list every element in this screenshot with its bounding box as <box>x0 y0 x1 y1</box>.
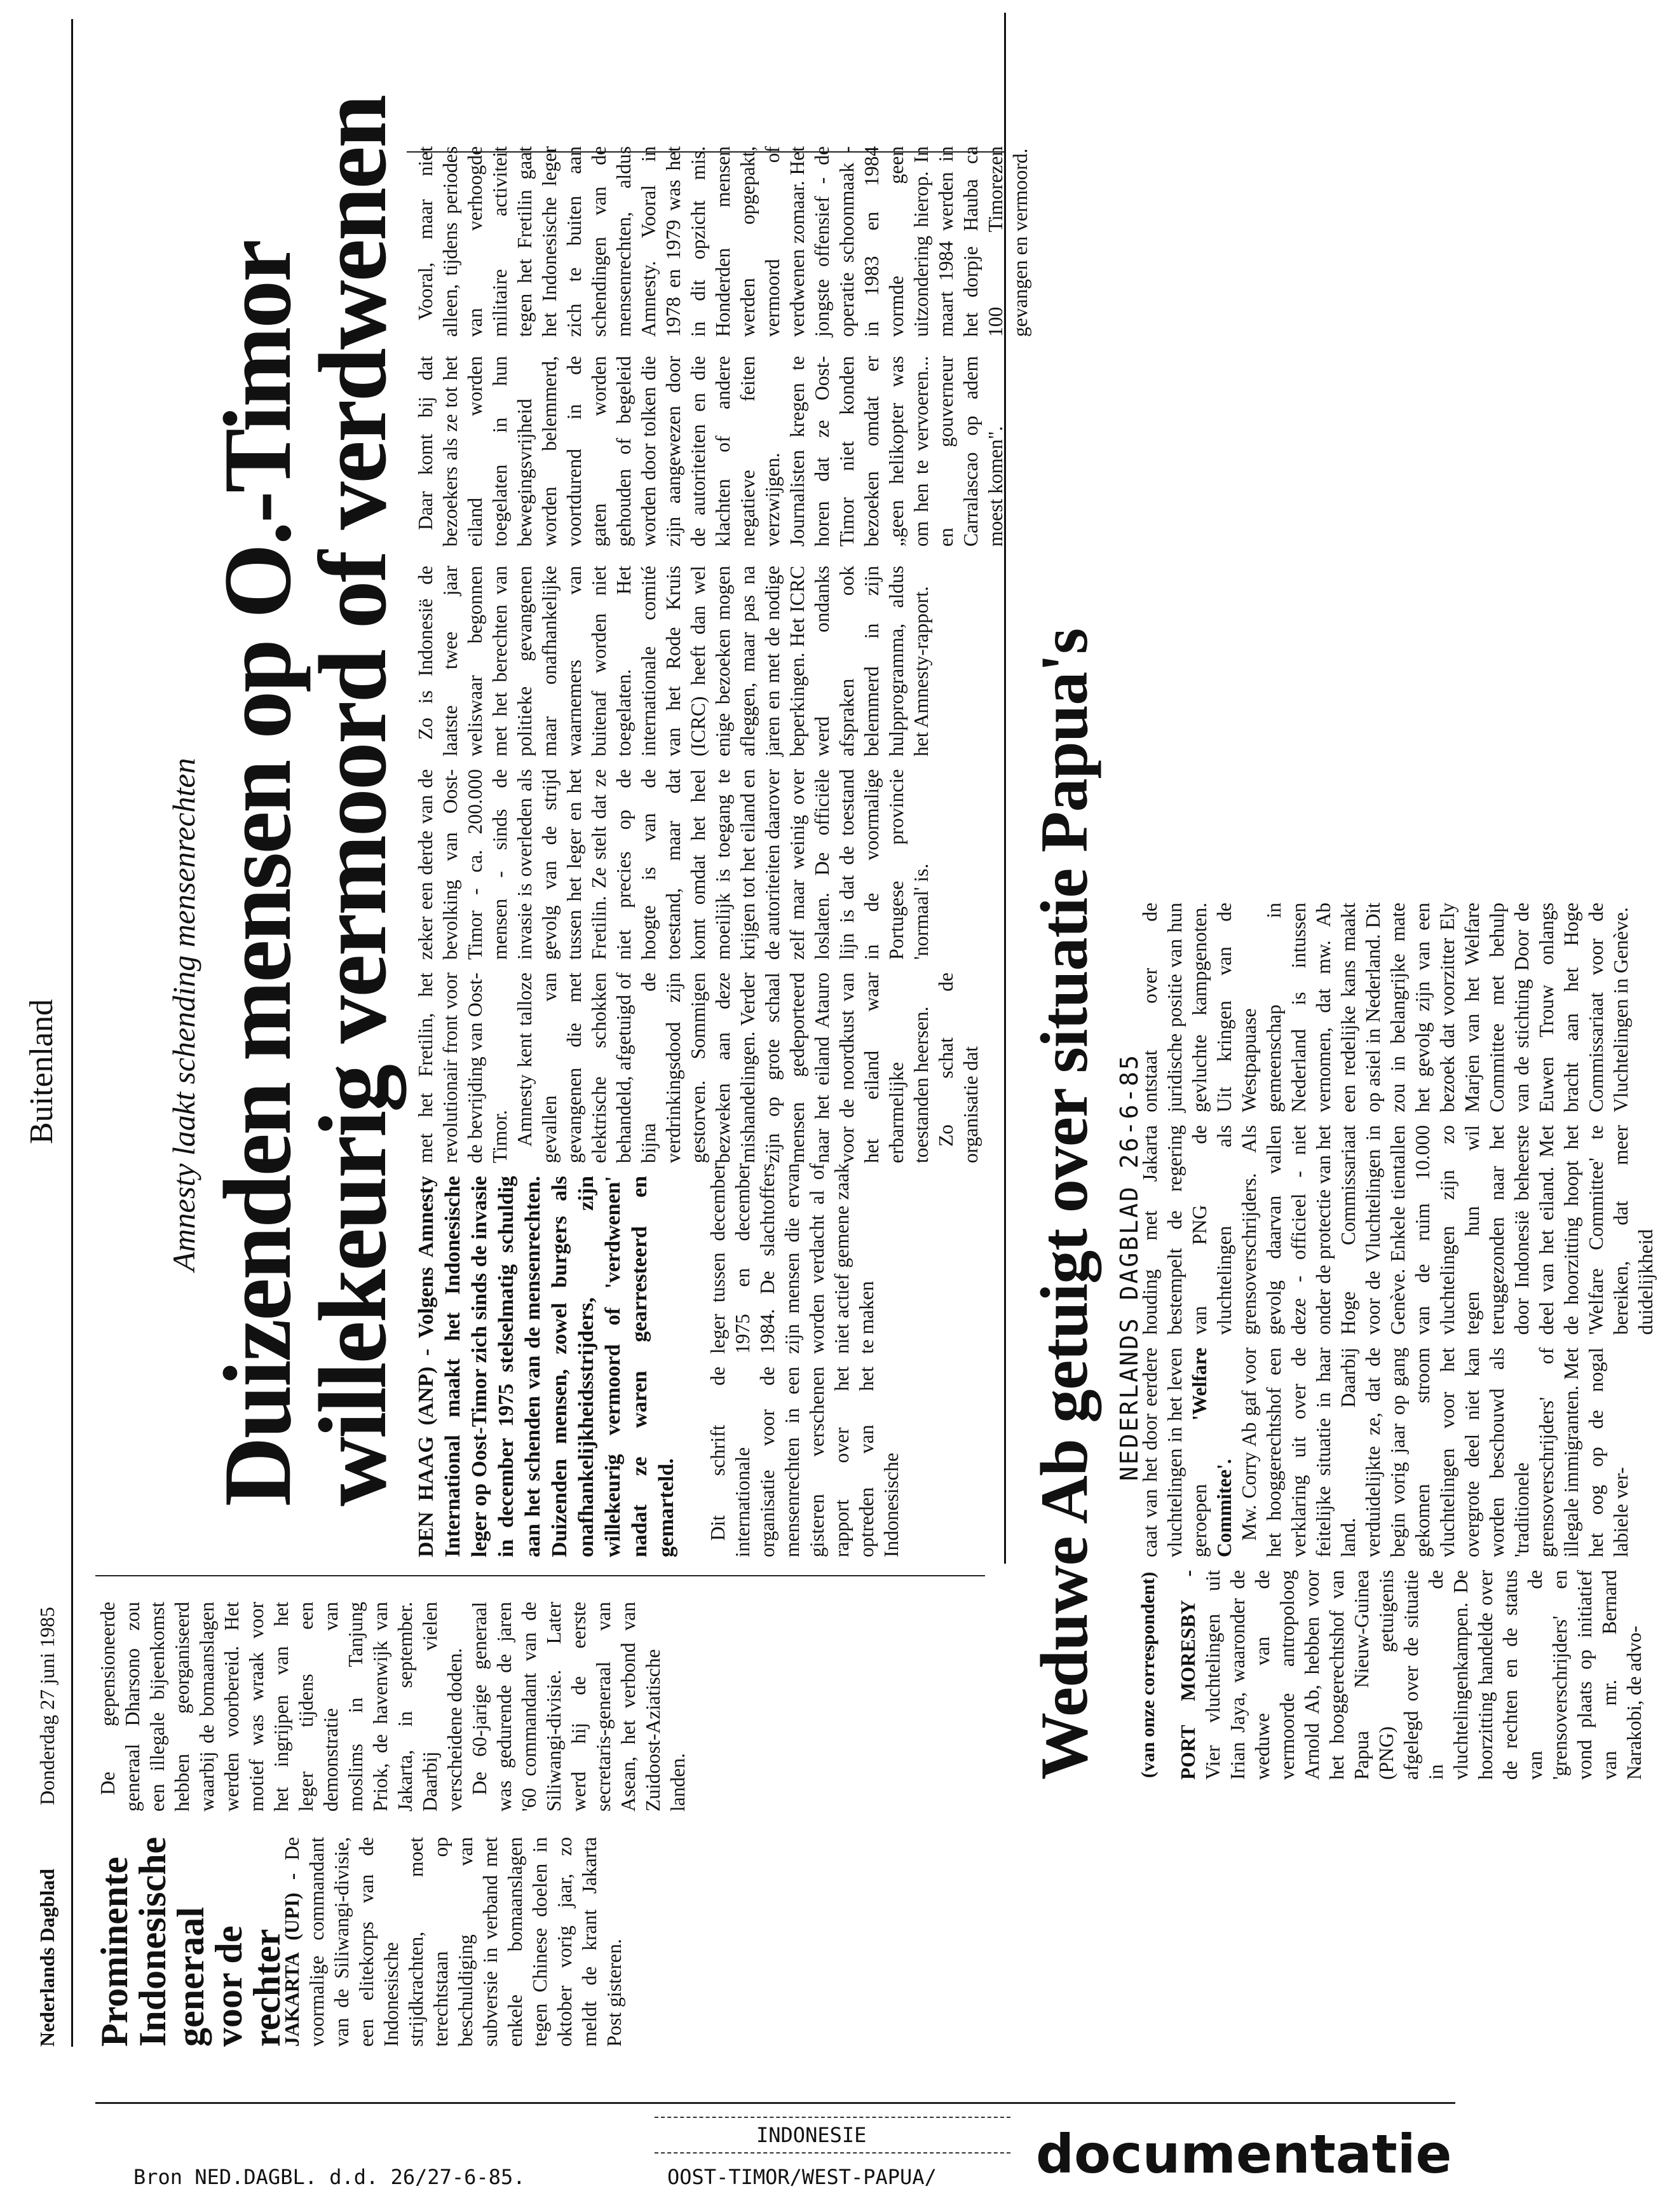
article2-column <box>413 769 934 960</box>
doc-source: Bron NED.DAGBL. d.d. 26/27-6-85. <box>133 2165 526 2189</box>
article2-headline-line: Duizenden mensen op O.-Timor <box>204 241 311 1506</box>
masthead-paper: Nederlands Dagblad <box>36 1868 58 2047</box>
article2-text: Dit schrift de internationale organisatie voor de mensenrechten in een gisteren verschenen rapport over het optreden van het Indonesische <box>707 1367 902 1557</box>
article1-p3: De 60-jarige generaal was gedurende de jaren '60 commandant van de Siliwangi-divisie. Later werd hij de eerste secretaris-generaal van Asean, het verbond van Zuidoost-Aziatische landen. <box>468 1602 689 1812</box>
article2-text: zeker een derde van de bevolking van Oost-Timor - ca. 200.000 mensen - sinds de invasie is overleden als gevolg van de strijd tussen het leger en het Fretilin. Ze stelt dat ze niet precies op de hoogte is van de toestand, maar dat komt omdat het heel moeilijk is toegang te krijgen tot het eiland en de autoriteiten daarover zelf maar weinig over loslaten. De officiële lijn is dat de toestand in de voormalige Portugese provincie 'normaal' is. <box>414 769 932 960</box>
masthead-date: Donderdag 27 juni 1985 <box>36 1607 58 1805</box>
doc-divider <box>655 2117 1010 2118</box>
article2-text: Daar komt bij dat bezoekers als ze tot het eiland worden toegelaten in hun bewegingsvrijheid worden belemmerd, voortdurend in de gaten worden gehouden of begeleid worden door tolken die zijn aangewezen door de autoriteiten en die klachten of andere negatieve feiten verzwijgen. Journalisten kregen te horen dat ze Oost-Timor niet konden bezoeken omdat er „geen helikopter was om hen te vervoeren... en gouverneur Carralascao op adem moest komen". <box>414 356 1007 547</box>
article3-column <box>1176 1570 1647 1780</box>
article3-text: caat van het door eerdere vluchtelingen in het leven geroepen <box>1139 1348 1211 1557</box>
article2-text: Zo is Indonesië de laatste twee jaar weliswaar begonnen met het berechten van politieke gevangenen maar onafhankelijke waarnemers van buitenaf worden niet toegelaten. Het internationale comité van het Rode Kruis (ICRC) heeft dan wel enige bezoeken mogen afleggen, maar pas na jaren en met de nodige beperkingen. Het ICRC werd ondanks afspraken ook belemmerd in zijn hulpprogramma, aldus het Amnesty-rapport. <box>414 566 932 756</box>
article2-headline <box>204 6 406 1506</box>
column-rule <box>407 151 1004 153</box>
article3-text: ontstaat over de juridische positie van hun gevluchte kampgenoten. Uit kringen van de Westpapuase gemeenschap in Nederland is intussen vernomen, dat mw. Ab een redelijke kans maakt op asiel in Nederland. Dit zou in belangrijke mate het gevolg zijn van een bezoek dat voorzitter Ely Marjen van het Welfare Committee met behulp van de stichting Door de Euwen Trouw onlangs bracht aan het Hoge Commissariaat voor de Vluchtelingen in Genève. <box>1139 903 1632 1112</box>
article2-text: Zo schat de organisatie dat <box>935 973 982 1163</box>
date-stamp: NEDERLANDS DAGBLAD 26-6-85 <box>1115 1053 1143 1481</box>
article3-text: Mw. Corry Ab gaf voor het hooggerechtshof een verklaring uit over de feitelijke situatie in haar land. Daarbij verduidelijkte ze, dat de begin vorig jaar op gang gekomen stroom vluchtelingen voor het overgrote deel niet kan worden beschouwd als 'traditionele grensoverschrijders' of illegale immigranten. Met het oog op de nogal labiele ver- <box>1238 1348 1632 1557</box>
article2-column <box>413 973 983 1163</box>
doc-region: OOST-TIMOR/WEST-PAPUA/ <box>667 2165 937 2189</box>
article-divider <box>1004 13 1006 1564</box>
article3-column <box>1138 1125 1658 1335</box>
article2-dateline: DEN HAAG (ANP) - <box>414 1348 438 1557</box>
article2-column <box>705 1163 879 1354</box>
article3-headline: Weduwe Ab getuigt over situatie Papua's <box>1027 628 1101 1780</box>
article2-lead-text: Volgens Amnesty International maakt het Indonesische leger op Oost-Timor zich sinds de invasie in december 1975 stelselmatig schuldig aan het schenden van de mensenrechten. Duizenden mensen, zowel burgers als onafhankelijkheidsstrijders, zijn willekeurig vermoord of 'verdwenen' nadat ze waren gearresteerd en gemarteld. <box>414 1176 678 1557</box>
article1-p1: De voormalige commandant van de Siliwangi-divisie, een elitekorps van de Indonesische strijdkrachten, moet terechtstaan op beschuldiging van subversie in verband met enkele bomaanslagen tegen Chinese doelen in oktober vorig jaar, zo meldt de krant Jakarta Post gisteren. <box>281 1837 625 2047</box>
doc-subject: INDONESIE <box>756 2123 867 2147</box>
section-title: Buitenland <box>24 999 60 1144</box>
article2-column <box>413 566 934 756</box>
article2-column <box>413 146 1033 337</box>
doc-brand: documentatie <box>1036 2123 1452 2185</box>
doc-divider <box>655 2152 1010 2154</box>
article1-column <box>95 1602 690 1812</box>
article2-text: Vooral, maar niet alleen, tijdens periodes van verhoogde militaire activiteit tegen het Fretilin gaat het Indonesische leger zich te buiten aan schendingen van de mensenrechten, aldus Amnesty. Vooral in 1978 en 1979 was het in dit opzicht mis. Honderden mensen werden opgepakt, vermoord of verdwenen zomaar. Het jongste offensief - de operatie schoonmaak - in 1983 en 1984 vormde geen uitzondering hierop. In maart 1984 werden in het dorpje Hauba ca 100 Timorezen gevangen en vermoord. <box>414 146 1031 337</box>
article2-column <box>413 356 1008 547</box>
article2-kicker: Amnesty laakt schending mensenrechten <box>166 758 201 1271</box>
article3-text: 'Welfare Commitee'. <box>1188 1348 1235 1557</box>
article2-text: Amnesty kent talloze gevallen van gevangenen die met elektrische schokken behandeld, afgetuigd of bijna de verdrinkingsdood zijn gestorven. Sommigen bezweken aan deze mishandelingen. Verder zijn op grote schaal mensen gedeporteerd naar het eiland Atauro voor de noordkust van het eiland waar erbarmelijke toestanden heersen. <box>513 973 932 1163</box>
article2-text: leger tussen december 1975 en december 1984. De slachtoffers zijn mensen die ervan worden verdacht al of niet actief gemene zaak te maken <box>707 1163 878 1354</box>
article3-byline: (van onze correspondent) <box>1138 1571 1159 1778</box>
article3-column <box>1138 903 1633 1112</box>
column-rule <box>95 1575 985 1576</box>
documentation-stamp-text <box>95 2104 1455 2199</box>
article3-dateline: PORT MORESBY - <box>1177 1570 1199 1780</box>
article1-dateline: JAKARTA (UPI) - <box>281 1873 303 2047</box>
header-rule <box>71 19 73 2047</box>
article2-text: met het Fretilin, het revolutionair front voor de bevrijding van Oost-Timor. <box>414 973 511 1163</box>
article3-column <box>1138 1348 1633 1557</box>
article2-lead <box>413 1176 680 1557</box>
article2-headline-line: willekeurig vermoord of verdwenen <box>299 96 406 1506</box>
article1-p2: De gepensioneerde generaal Dharsono zou een illegale bijeenkomst hebben georganiseerd waarbij de bomaanslagen werden voorbereid. Het motief was wraak voor het ingrijpen van het leger tijdens een demonstratie van moslims in Tanjung Priok, de havenwijk van Jakarta, in september. Daarbij vielen verscheidene doden. <box>97 1602 466 1812</box>
article2-column <box>705 1367 904 1557</box>
article1-column <box>280 1837 627 2047</box>
article3-text: houding met Jakarta bestempelt de regering van PNG de vluchtelingen als grensoverschrijders. Als gevolg daarvan vallen deze - officieel - niet onder de protectie van het Hoge Commissariaat voor de Vluchtelingen in Genève. Enkele tientallen van de ruim 10.000 vluchtelingen zijn zo tegen hun wil teruggezonden naar het door Indonesië beheerste deel van het eiland. Met de hoorzitting hoopt het 'Welfare Committee' te bereiken, dat meer duidelijkheid <box>1139 1125 1657 1335</box>
article3-text: Vier vluchtelingen uit Irian Jaya, waaronder de weduwe van de vermoorde antropoloog Arnold Ab, hebben voor het hooggerechtshof van Papua Nieuw-Guinea (PNG) getuigenis afgelegd over de situatie in de vluchtelingenkampen. De hoorzitting handelde over de rechten en de status van de 'grensoverschrijders' en vond plaats op initiatief van mr. Bernard Narakobi, de advo- <box>1202 1570 1645 1780</box>
article1-headline: Prominente Indonesische generaal voor de rechter <box>93 1836 288 2047</box>
